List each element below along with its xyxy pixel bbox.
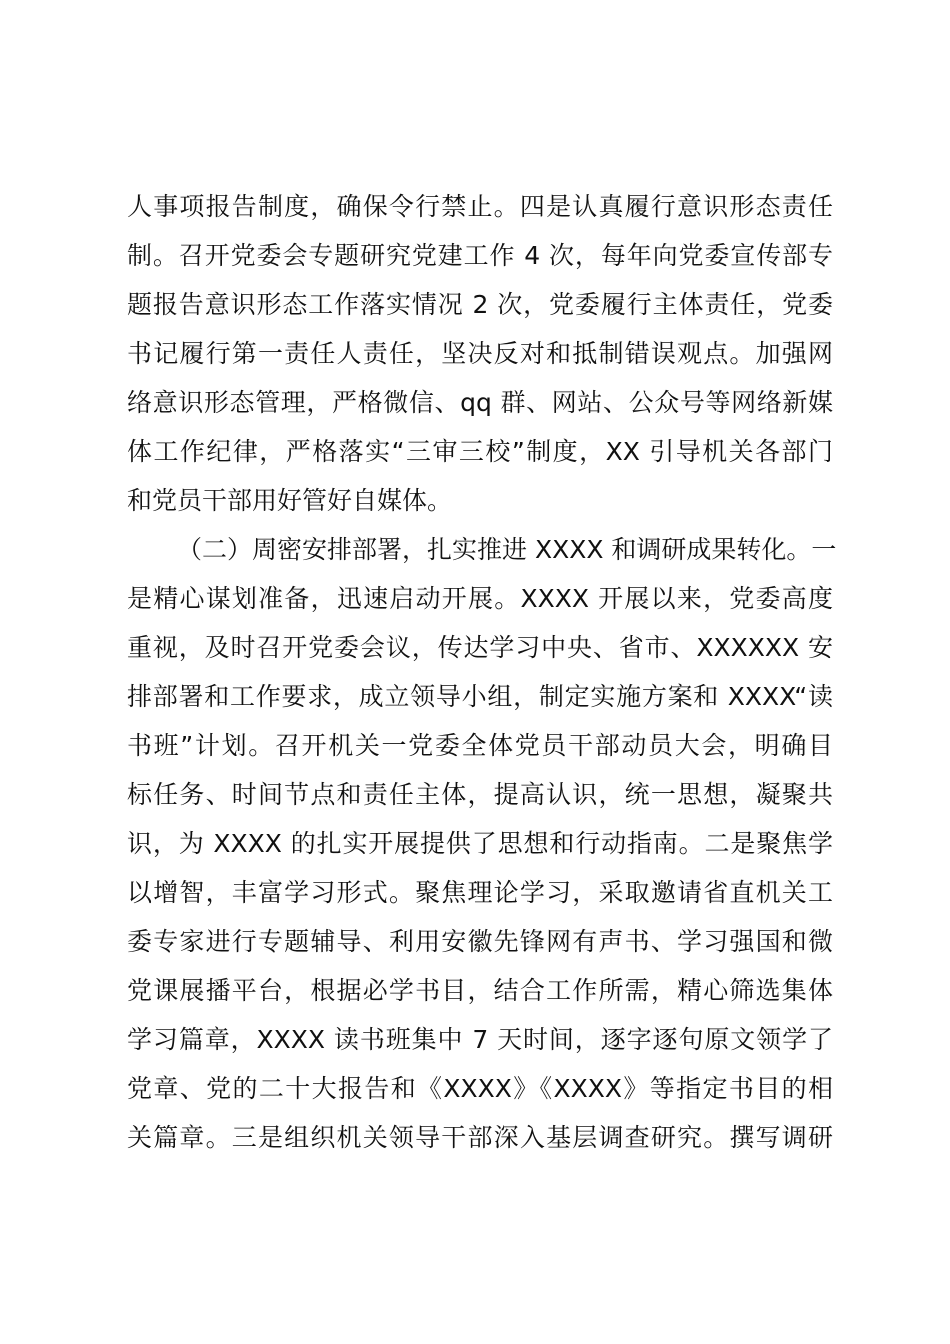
text-line: 以增智，丰富学习形式。聚焦理论学习，采取邀请省直机关工: [127, 878, 833, 907]
section-heading-line: （二）周密安排部署，扎实推进 XXXX 和调研成果转化。一: [177, 535, 837, 564]
text-line: 重视，及时召开党委会议，传达学习中央、省市、XXXXXX 安: [127, 633, 833, 662]
text-line: 学习篇章，XXXX 读书班集中 7 天时间，逐字逐句原文领学了: [127, 1025, 833, 1054]
text-line: 制。召开党委会专题研究党建工作 4 次，每年向党委宣传部专: [127, 241, 833, 270]
text-line: 排部署和工作要求，成立领导小组，制定实施方案和 XXXX“读: [127, 682, 833, 711]
text-line: 题报告意识形态工作落实情况 2 次，党委履行主体责任，党委: [127, 290, 833, 319]
text-line: 标任务、时间节点和责任主体，提高认识，统一思想，凝聚共: [127, 780, 833, 809]
text-line: 体工作纪律，严格落实“三审三校”制度，XX 引导机关各部门: [127, 437, 833, 466]
text-line: 识，为 XXXX 的扎实开展提供了思想和行动指南。二是聚焦学: [127, 829, 833, 858]
text-line: 书班”计划。召开机关一党委全体党员干部动员大会，明确目: [127, 731, 833, 760]
text-line: 书记履行第一责任人责任，坚决反对和抵制错误观点。加强网: [127, 339, 833, 368]
text-line: 委专家进行专题辅导、利用安徽先锋网有声书、学习强国和微: [127, 927, 833, 956]
text-line: 人事项报告制度，确保令行禁止。四是认真履行意识形态责任: [127, 192, 833, 221]
text-line: 党章、党的二十大报告和《XXXX》《XXXX》等指定书目的相: [127, 1074, 833, 1103]
text-line: 和党员干部用好管好自媒体。: [127, 486, 453, 515]
body-text: [127, 182, 837, 1162]
text-line: 络意识形态管理，严格微信、qq 群、网站、公众号等网络新媒: [127, 388, 833, 417]
text-line: 是精心谋划准备，迅速启动开展。XXXX 开展以来，党委高度: [127, 584, 833, 613]
text-line: 关篇章。三是组织机关领导干部深入基层调查研究。撰写调研: [127, 1123, 833, 1152]
text-line: 党课展播平台，根据必学书目，结合工作所需，精心筛选集体: [127, 976, 833, 1005]
